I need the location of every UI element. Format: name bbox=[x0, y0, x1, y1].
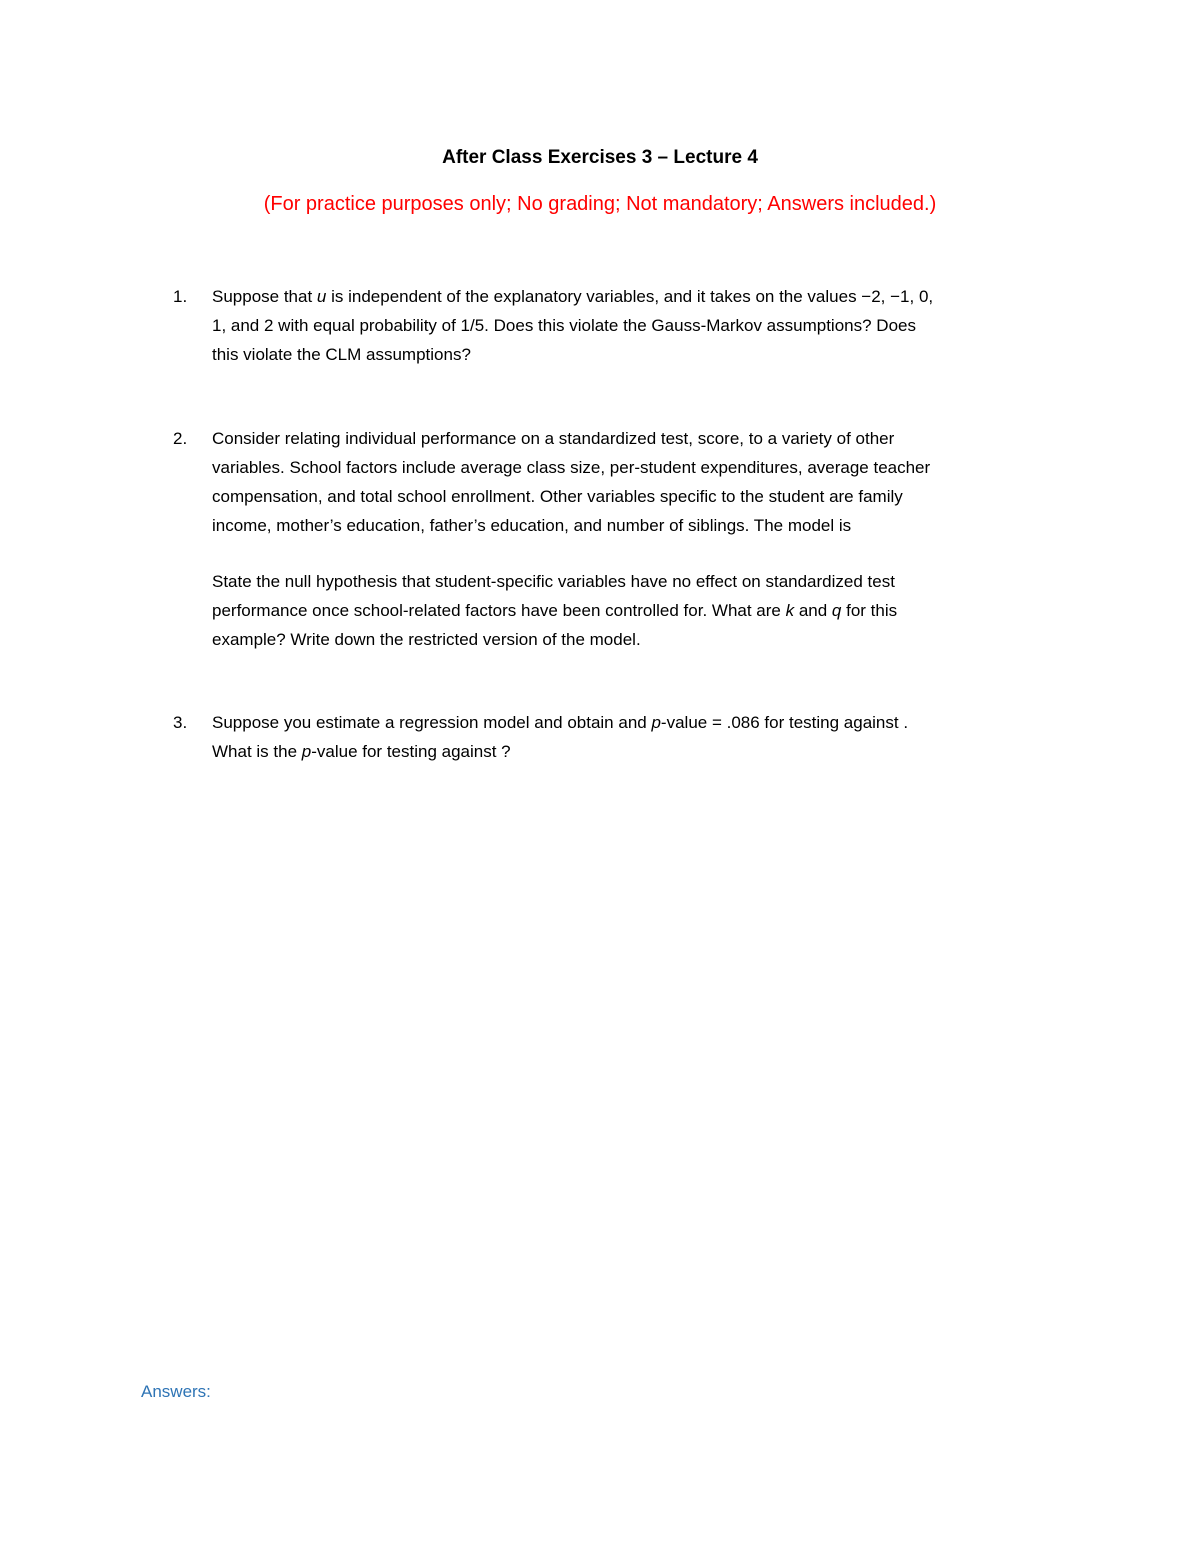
question-3 bbox=[160, 708, 1040, 766]
paragraph-gap bbox=[212, 540, 1040, 567]
question-number: 2. bbox=[173, 429, 188, 448]
italic-symbol: u bbox=[316, 287, 327, 306]
italic-symbol: p bbox=[651, 713, 661, 732]
text-line: What is the p-value for testing against ? bbox=[212, 742, 511, 761]
text-line: State the null hypothesis that student-specific variables have no effect on standardized test bbox=[212, 572, 895, 591]
text-line: example? Write down the restricted version of the model. bbox=[212, 630, 641, 649]
question-text bbox=[212, 282, 1040, 369]
text-line: Consider relating individual performance on a standardized test, score, to a variety of other bbox=[212, 429, 895, 448]
text-line: performance once school-related factors have been controlled for. What are k and q for this bbox=[212, 601, 898, 620]
italic-symbol: p bbox=[301, 742, 312, 761]
page-subtitle: (For practice purposes only; No grading; Not mandatory; Answers included.) bbox=[263, 193, 937, 215]
question-number: 3. bbox=[173, 713, 188, 732]
italic-symbol: k bbox=[785, 601, 795, 620]
italic-symbol: q bbox=[831, 601, 842, 620]
page-title: After Class Exercises 3 – Lecture 4 bbox=[442, 147, 758, 168]
question-number: 1. bbox=[173, 287, 188, 306]
question-2 bbox=[160, 424, 1040, 654]
question-text bbox=[212, 708, 1040, 766]
text-line: 1, and 2 with equal probability of 1/5. Does this violate the Gauss-Markov assumptions? Does bbox=[212, 316, 916, 335]
text-line: this violate the CLM assumptions? bbox=[212, 345, 471, 364]
text-line: income, mother’s education, father’s education, and number of siblings. The model is bbox=[212, 516, 852, 535]
answers-label: Answers: bbox=[141, 1382, 211, 1401]
text-line: variables. School factors include average class size, per-student expenditures, average teacher bbox=[212, 458, 931, 477]
text-line: Suppose that u is independent of the explanatory variables, and it takes on the values −2, −1, 0, bbox=[212, 287, 934, 306]
question-text bbox=[212, 424, 1040, 654]
question-1 bbox=[160, 282, 1040, 369]
text-line: compensation, and total school enrollment. Other variables specific to the student are family bbox=[212, 487, 903, 506]
text-line: Suppose you estimate a regression model and obtain and p-value = .086 for testing against . bbox=[212, 713, 909, 732]
